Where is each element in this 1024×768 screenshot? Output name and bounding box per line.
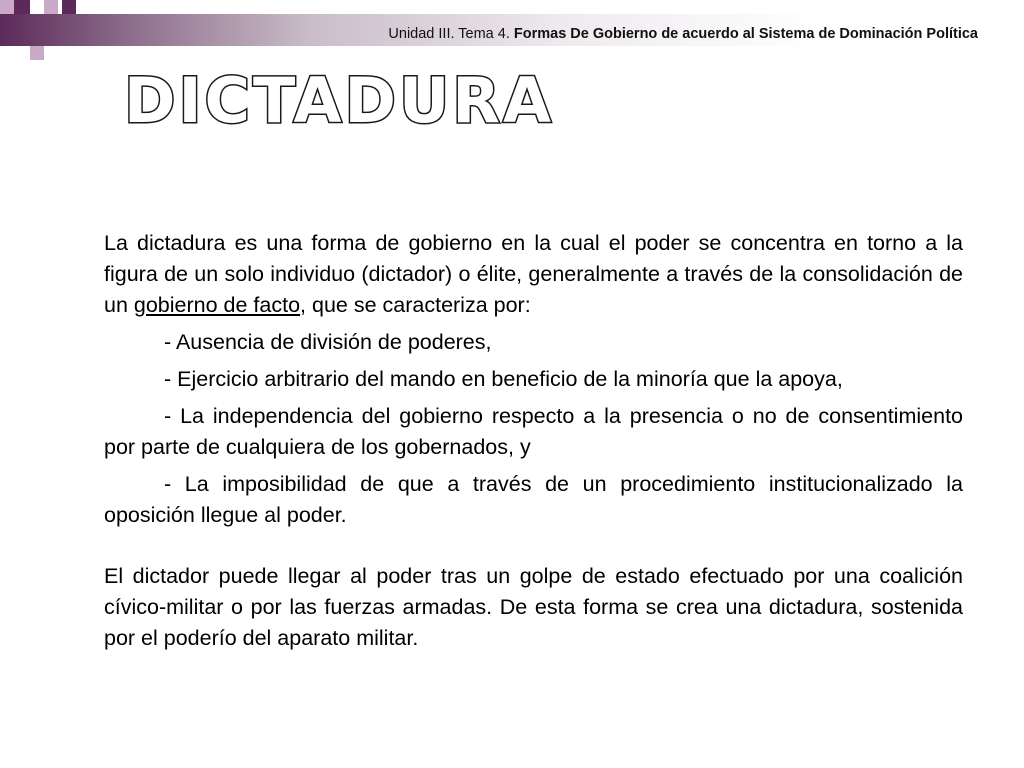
slide-header (388, 26, 978, 42)
characteristic-item: - La independencia del gobierno respecto a la presencia o no de consentimiento por parte de cualquiera de los gobernados, y (104, 404, 963, 459)
deco-square (62, 0, 76, 14)
intro-text: La dictadura es una forma de gobierno en la cual el poder se concentra en torno a la figura de un solo individuo (dictador) o élite, generalmente a través de la consolidación de un (104, 231, 963, 317)
intro-text-end: , que se caracteriza por: (300, 293, 531, 317)
closing-paragraph: El dictador puede llegar al poder tras un golpe de estado efectuado por una coalición cívico-militar o por las fuerzas armadas. De esta forma se crea una dictadura, sostenida por el poderío del aparato militar. (104, 564, 963, 650)
deco-square (0, 0, 14, 14)
slide-body (104, 228, 963, 654)
characteristic-item: - La imposibilidad de que a través de un procedimiento institucionalizado la oposición llegue al poder. (104, 472, 963, 527)
intro-paragraph (104, 228, 963, 321)
gobierno-de-facto-link[interactable]: gobierno de facto (133, 293, 301, 317)
topic-label: Formas De Gobierno de acuerdo al Sistema de Dominación Política (513, 26, 978, 42)
unit-label: Unidad III. Tema 4. (388, 26, 510, 42)
deco-square (44, 0, 58, 14)
characteristic-item: - Ejercicio arbitrario del mando en beneficio de la minoría que la apoya, (164, 367, 843, 391)
characteristic-item: - Ausencia de división de poderes, (164, 330, 492, 354)
deco-square (30, 46, 44, 60)
slide-title: DICTADURA (124, 64, 555, 137)
